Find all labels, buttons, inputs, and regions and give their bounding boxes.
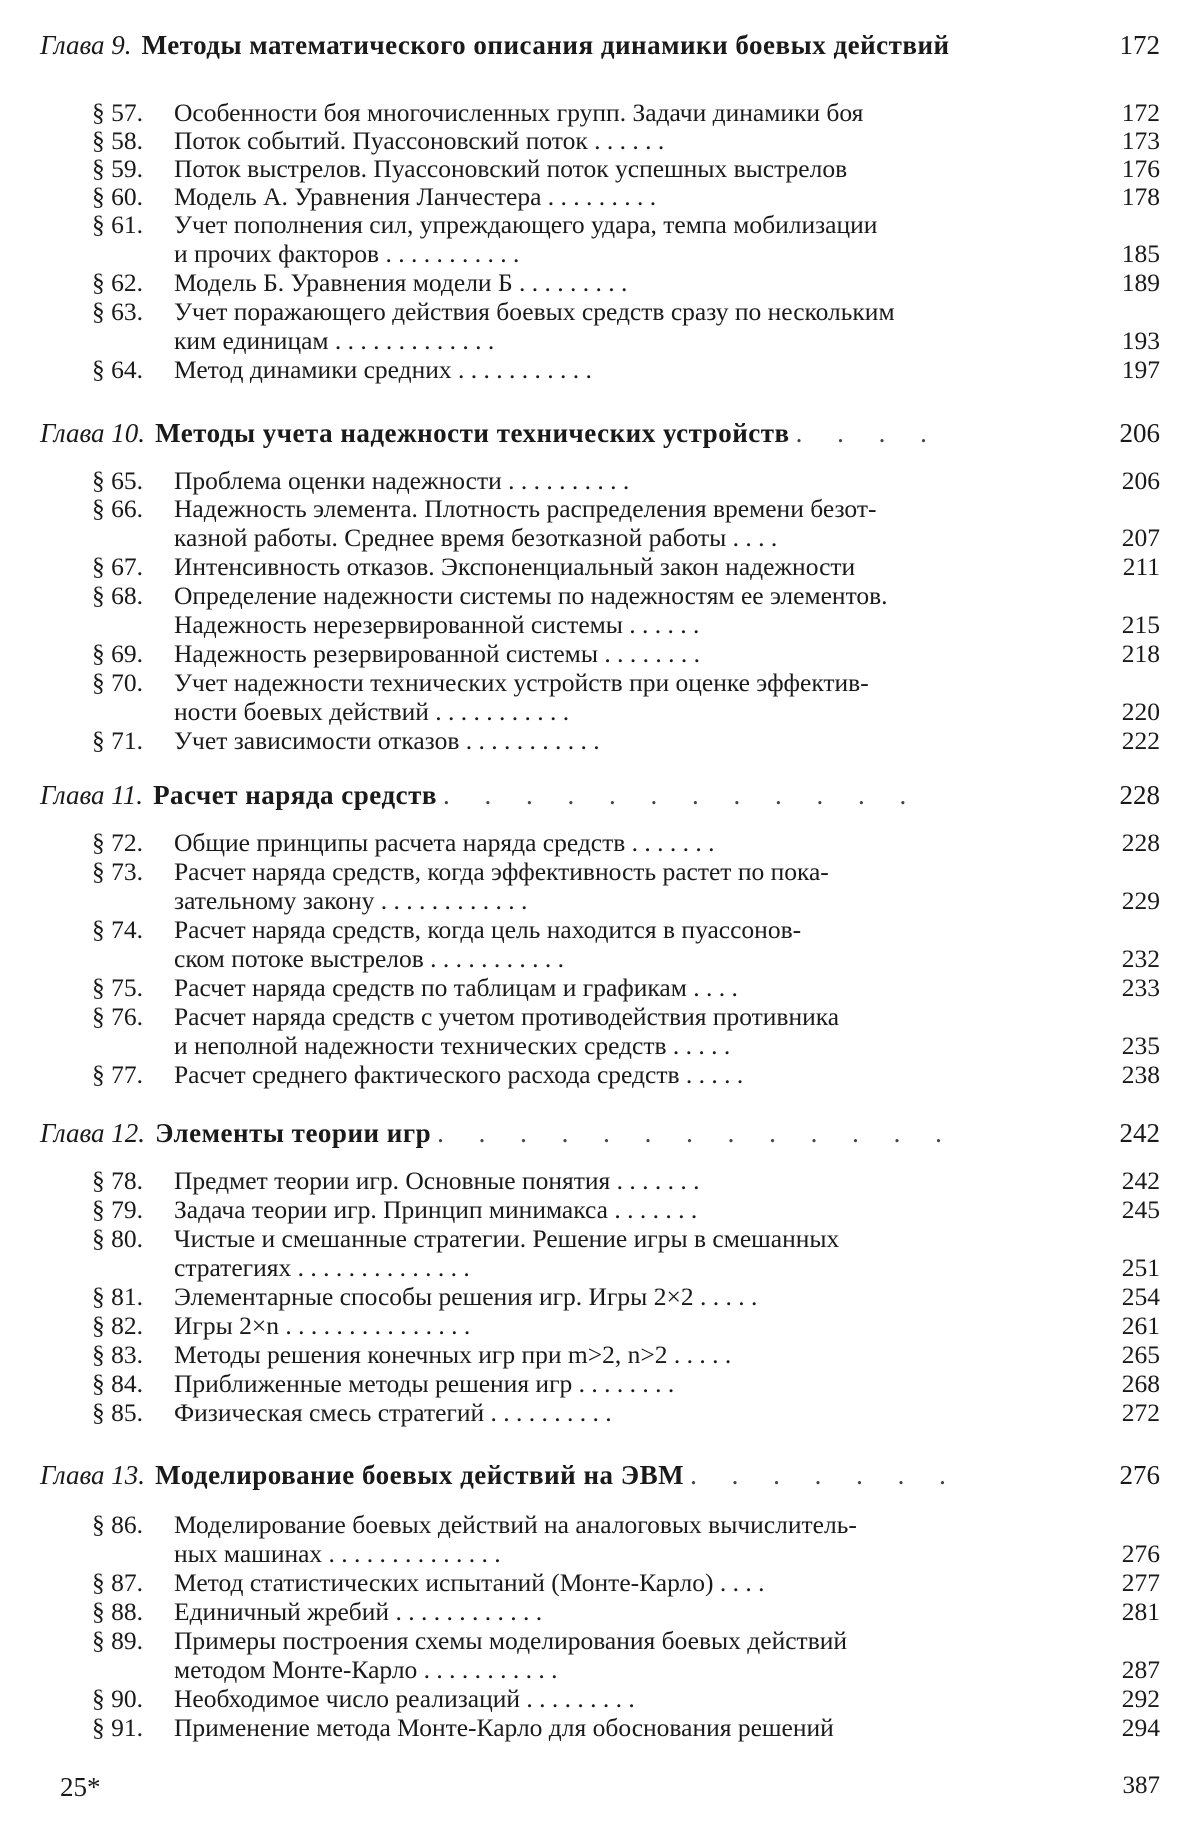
section-title: Модель А. Уравнения Ланчестера . . . . . . . . . — [174, 182, 657, 211]
section-page: 235 — [1121, 1031, 1160, 1060]
leader-dots: . . . . . . . — [690, 1460, 960, 1490]
section-title: Игры 2×n . . . . . . . . . . . . . . . — [174, 1311, 471, 1340]
section-number: § 79. — [92, 1195, 143, 1224]
section-number: § 84. — [92, 1369, 143, 1398]
section-page: 268 — [1121, 1369, 1160, 1398]
section-title: Моделирование боевых действий на аналоговых вычислитель- ных машинах . . . . . . . . . . . . . . — [174, 1510, 857, 1568]
section-page: 265 — [1121, 1340, 1160, 1369]
section-number: § 71. — [92, 726, 143, 755]
chapter-label: Глава 9. — [40, 30, 132, 60]
section-page: 173 — [1121, 126, 1160, 155]
section-number: § 63. — [92, 297, 143, 326]
section-number: § 91. — [92, 1713, 143, 1742]
section-page: 245 — [1121, 1195, 1160, 1224]
section-number: § 69. — [92, 639, 143, 668]
section-page: 261 — [1121, 1311, 1160, 1340]
section-number: § 87. — [92, 1568, 143, 1597]
section-number: § 61. — [92, 210, 143, 239]
section-title: Единичный жребий . . . . . . . . . . . . — [174, 1597, 543, 1626]
section-page: 254 — [1121, 1282, 1160, 1311]
section-number: § 89. — [92, 1626, 143, 1655]
chapter-heading — [40, 30, 1160, 76]
section-page: 176 — [1121, 154, 1160, 183]
section-page: 232 — [1121, 944, 1160, 973]
section-number: § 83. — [92, 1340, 143, 1369]
section-title: Учет поражающего действия боевых средств сразу по нескольким ким единицам . . . . . . . . . . . . . — [174, 297, 895, 355]
section-page: 178 — [1121, 182, 1160, 211]
section-number: § 72. — [92, 828, 143, 857]
section-page: 294 — [1121, 1713, 1160, 1742]
leader-dots: . . . . . . . . . . . . . — [437, 1118, 956, 1148]
section-number: § 66. — [92, 494, 143, 523]
section-page: 193 — [1121, 326, 1160, 355]
section-page: 251 — [1121, 1253, 1160, 1282]
section-number: § 74. — [92, 915, 143, 944]
chapter-page: 276 — [1119, 1460, 1160, 1490]
section-number: § 85. — [92, 1398, 143, 1427]
section-number: § 80. — [92, 1224, 143, 1253]
chapter-page: 172 — [1119, 30, 1160, 60]
page-number: 387 — [1122, 1772, 1160, 1799]
chapter-page: 242 — [1119, 1118, 1160, 1148]
section-page: 238 — [1121, 1060, 1160, 1089]
section-title: Метод статистических испытаний (Монте-Карло) . . . . — [174, 1568, 765, 1597]
section-number: § 68. — [92, 581, 143, 610]
section-title: Примеры построения схемы моделирования боевых действий методом Монте-Карло . . . . . . . . . . . — [174, 1626, 848, 1684]
section-title: Физическая смесь стратегий . . . . . . . . . . — [174, 1398, 612, 1427]
section-page: 206 — [1121, 466, 1160, 495]
section-title: Приближенные методы решения игр . . . . . . . . — [174, 1369, 675, 1398]
section-title: Определение надежности системы по надежностям ее элементов. Надежность нерезервированной системы . . . . . . — [174, 581, 888, 639]
section-page: 218 — [1121, 639, 1160, 668]
section-number: § 67. — [92, 552, 143, 581]
section-title: Расчет наряда средств, когда эффективность растет по пока- зательному закону . . . . . . . . . . . . — [174, 857, 829, 915]
section-number: § 62. — [92, 268, 143, 297]
section-number: § 57. — [92, 98, 143, 127]
section-page: 287 — [1121, 1655, 1160, 1684]
section-number: § 77. — [92, 1060, 143, 1089]
section-number: § 60. — [92, 182, 143, 211]
section-title: Интенсивность отказов. Экспоненциальный закон надежности — [174, 552, 856, 581]
chapter-page: 206 — [1119, 418, 1160, 448]
leader-dots: . . . . — [795, 418, 941, 448]
section-number: § 76. — [92, 1002, 143, 1031]
chapter-heading — [40, 1460, 1160, 1506]
section-number: § 73. — [92, 857, 143, 886]
section-page: 233 — [1121, 973, 1160, 1002]
signature-mark: 25* — [60, 1772, 101, 1802]
section-number: § 65. — [92, 466, 143, 495]
chapter-title: Методы учета надежности технических устройств — [155, 418, 790, 448]
section-page: 189 — [1121, 268, 1160, 297]
section-page: 276 — [1121, 1539, 1160, 1568]
section-page: 220 — [1121, 697, 1160, 726]
section-title: Расчет наряда средств с учетом противодействия противника и неполной надежности технических средств . . . . . — [174, 1002, 840, 1060]
section-title: Особенности боя многочисленных групп. Задачи динамики боя — [174, 98, 864, 127]
chapter-label: Глава 10. — [40, 418, 146, 448]
section-number: § 78. — [92, 1166, 143, 1195]
section-number: § 81. — [92, 1282, 143, 1311]
section-page: 281 — [1121, 1597, 1160, 1626]
chapter-page: 228 — [1119, 780, 1160, 810]
chapter-heading — [40, 1118, 1160, 1164]
section-number: § 59. — [92, 154, 143, 183]
chapter-label: Глава 12. — [40, 1118, 146, 1148]
section-page: 215 — [1121, 610, 1160, 639]
section-number: § 82. — [92, 1311, 143, 1340]
section-page: 229 — [1121, 886, 1160, 915]
section-title: Расчет среднего фактического расхода средств . . . . . — [174, 1060, 744, 1089]
section-title: Необходимое число реализаций . . . . . . . . . — [174, 1684, 635, 1713]
section-page: 211 — [1122, 552, 1160, 581]
section-title: Общие принципы расчета наряда средств . . . . . . . — [174, 828, 715, 857]
section-title: Применение метода Монте-Карло для обоснования решений — [174, 1713, 834, 1742]
section-title: Поток выстрелов. Пуассоновский поток успешных выстрелов — [174, 154, 848, 183]
section-page: 222 — [1121, 726, 1160, 755]
section-title: Поток событий. Пуассоновский поток . . . . . . — [174, 126, 665, 155]
section-title: Предмет теории игр. Основные понятия . . . . . . . — [174, 1166, 700, 1195]
section-page: 185 — [1121, 239, 1160, 268]
section-number: § 88. — [92, 1597, 143, 1626]
section-page: 197 — [1121, 355, 1160, 384]
chapter-label: Глава 13. — [40, 1460, 146, 1490]
chapter-heading — [40, 418, 1160, 464]
section-title: Метод динамики средних . . . . . . . . . . . — [174, 355, 592, 384]
section-page: 277 — [1121, 1568, 1160, 1597]
section-page: 172 — [1121, 98, 1160, 127]
section-title: Проблема оценки надежности . . . . . . . . . . — [174, 466, 630, 495]
section-title: Чистые и смешанные стратегии. Решение игры в смешанных стратегиях . . . . . . . . . . . . . . — [174, 1224, 840, 1282]
section-number: § 75. — [92, 973, 143, 1002]
section-title: Элементарные способы решения игр. Игры 2×2 . . . . . — [174, 1282, 758, 1311]
section-title: Учет пополнения сил, упреждающего удара, темпа мобилизации и прочих факторов . . . . . . . . . . . — [174, 210, 878, 268]
section-title: Задача теории игр. Принцип минимакса . . . . . . . — [174, 1195, 698, 1224]
leader-dots: . . . . . . . . . . . . — [442, 780, 921, 810]
section-page: 272 — [1121, 1398, 1160, 1427]
chapter-label: Глава 11. — [40, 780, 144, 810]
section-number: § 90. — [92, 1684, 143, 1713]
section-title: Учет зависимости отказов . . . . . . . . . . . — [174, 726, 600, 755]
chapter-title: Расчет наряда средств — [153, 780, 437, 810]
section-title: Модель Б. Уравнения модели Б . . . . . . . . . — [174, 268, 628, 297]
section-page: 242 — [1121, 1166, 1160, 1195]
section-title: Расчет наряда средств по таблицам и графикам . . . . — [174, 973, 738, 1002]
section-page: 207 — [1121, 523, 1160, 552]
section-title: Надежность резервированной системы . . . . . . . . — [174, 639, 700, 668]
section-page: 292 — [1121, 1684, 1160, 1713]
section-number: § 58. — [92, 126, 143, 155]
section-number: § 86. — [92, 1510, 143, 1539]
chapter-heading — [40, 780, 1160, 826]
section-title: Учет надежности технических устройств при оценке эффектив- ности боевых действий . . . . . . . . . . . — [174, 668, 869, 726]
section-title: Надежность элемента. Плотность распределения времени безот- казной работы. Среднее время безотказной работы . . . . — [174, 494, 877, 552]
section-number: § 70. — [92, 668, 143, 697]
chapter-title: Методы математического описания динамики боевых действий — [141, 30, 950, 60]
section-title: Методы решения конечных игр при m>2, n>2 . . . . . — [174, 1340, 732, 1369]
chapter-title: Элементы теории игр — [155, 1118, 432, 1148]
chapter-title: Моделирование боевых действий на ЭВМ — [155, 1460, 685, 1490]
section-title: Расчет наряда средств, когда цель находится в пуассонов- ском потоке выстрелов . . . . . . . . . . . — [174, 915, 802, 973]
section-number: § 64. — [92, 355, 143, 384]
section-page: 228 — [1121, 828, 1160, 857]
